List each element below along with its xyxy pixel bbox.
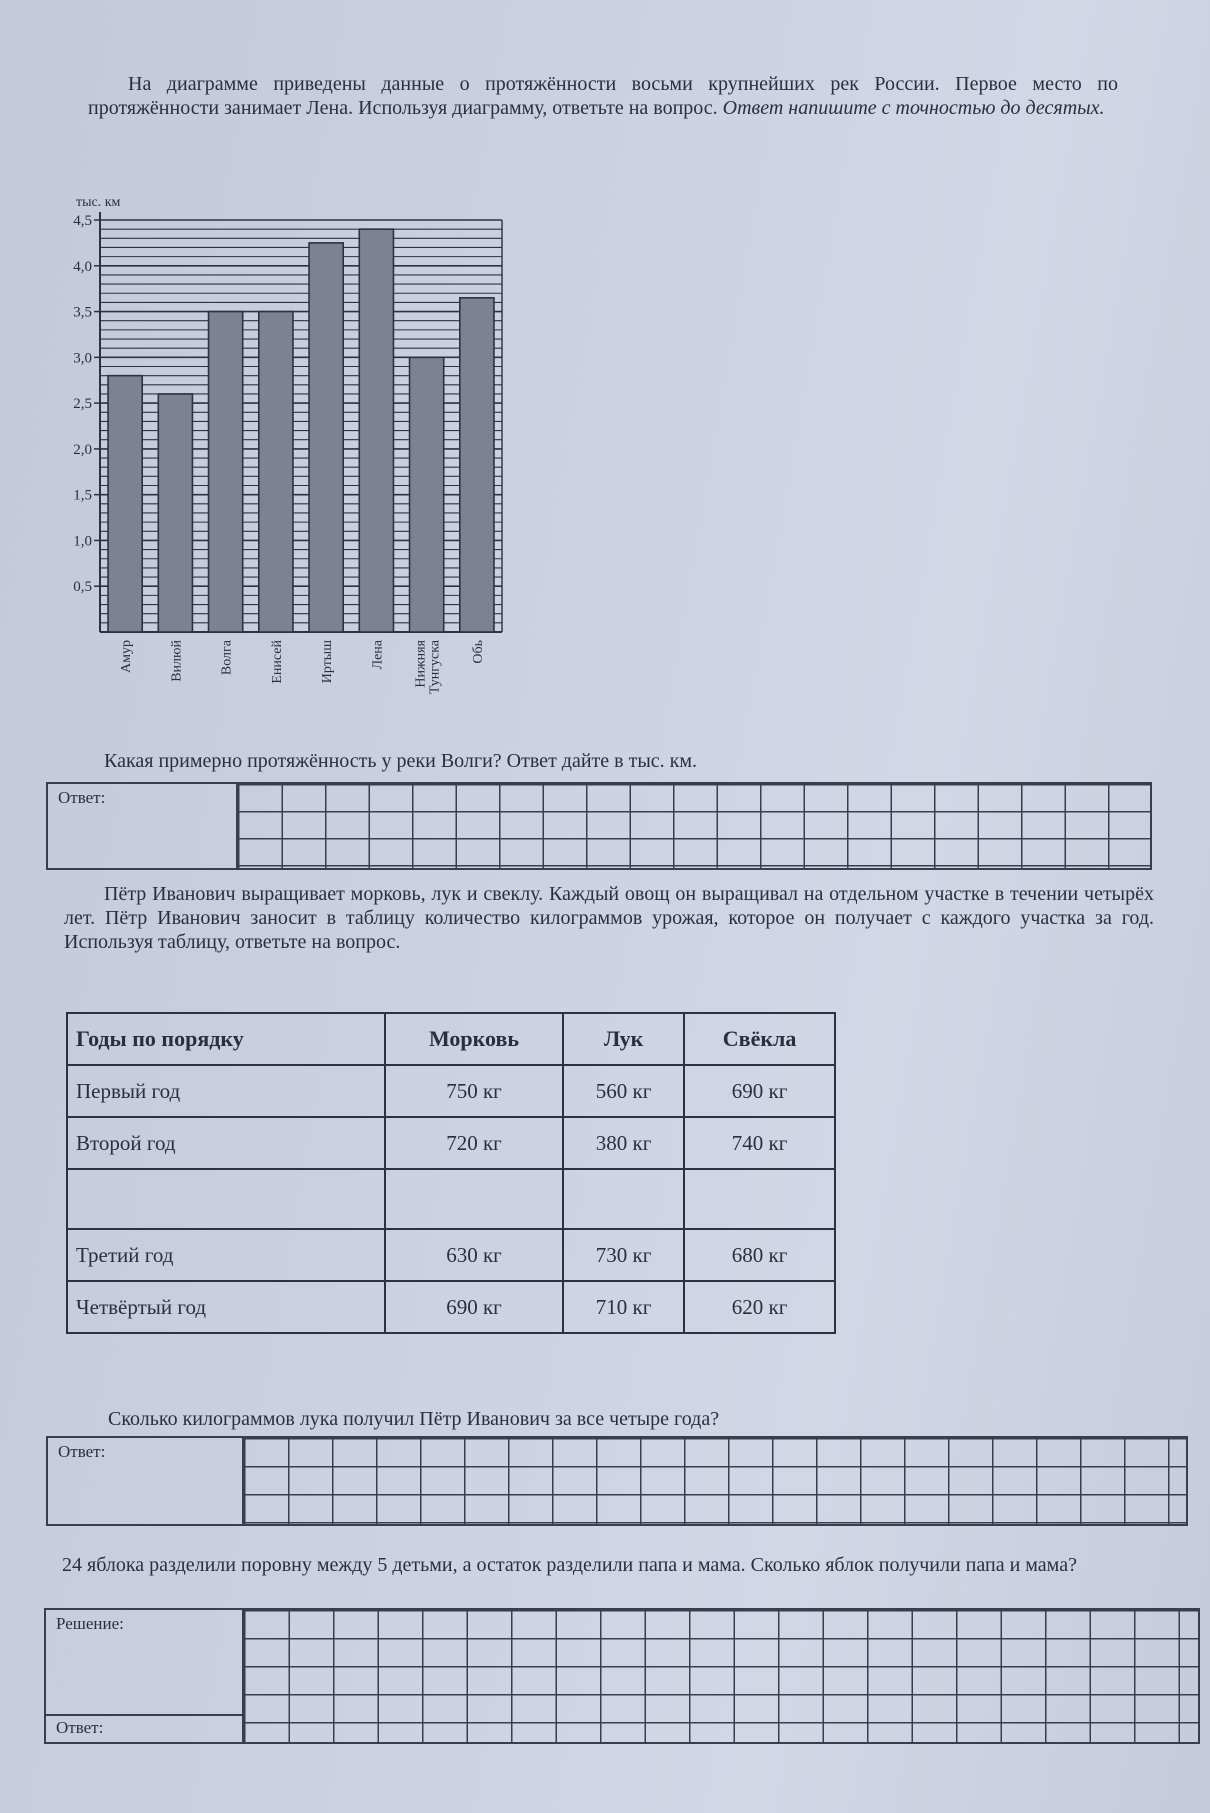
- task1-intro: [88, 72, 1118, 120]
- task2-answer-box[interactable]: [46, 1436, 1188, 1526]
- divider: [46, 1714, 242, 1716]
- bar-8: [460, 298, 494, 632]
- task3-question: 24 яблока разделили поровну между 5 детьми, а остаток разделили папа и мама. Сколько яблок получили папа и мама?: [62, 1554, 1077, 1576]
- cell-beet: [684, 1169, 835, 1229]
- answer-grid[interactable]: [236, 784, 1150, 868]
- bar-1: [108, 376, 142, 632]
- category-label: Волга: [219, 640, 235, 676]
- table-row: [67, 1117, 835, 1169]
- row-label: Четвёртый год: [67, 1281, 385, 1333]
- category-label: Обь: [470, 640, 486, 664]
- task1-answer-box[interactable]: [46, 782, 1152, 870]
- answer-grid[interactable]: [242, 1438, 1186, 1524]
- bar-3: [209, 312, 243, 632]
- cell-carrot: 690 кг: [385, 1281, 563, 1333]
- answer-label: Ответ:: [58, 788, 106, 807]
- bar-7: [410, 357, 444, 632]
- cell-carrot: 630 кг: [385, 1229, 563, 1281]
- header-carrot: Морковь: [385, 1013, 563, 1065]
- river-length-chart: [40, 186, 510, 726]
- row-label: Третий год: [67, 1229, 385, 1281]
- category-label: Лена: [370, 640, 386, 670]
- row-label: [67, 1169, 385, 1229]
- cell-beet: 740 кг: [684, 1117, 835, 1169]
- category-label: Нижняя: [413, 640, 429, 688]
- y-tick-label: 4,5: [73, 213, 92, 229]
- table-header-row: [67, 1013, 835, 1065]
- bar-2: [158, 394, 192, 632]
- category-label: Амур: [119, 640, 135, 673]
- task3-solution-box[interactable]: [44, 1608, 1200, 1744]
- task2-question: Сколько килограммов лука получил Пётр Иванович за все четыре года?: [108, 1408, 720, 1430]
- header-beet: Свёкла: [684, 1013, 835, 1065]
- cell-onion: [563, 1169, 684, 1229]
- y-tick-label: 1,5: [73, 487, 92, 504]
- task1-instruction: Ответ напишите с точностью до десятых.: [722, 97, 1105, 119]
- answer-label: Ответ:: [56, 1718, 104, 1737]
- row-label: Второй год: [67, 1117, 385, 1169]
- harvest-table: [66, 1012, 836, 1334]
- y-tick-label: 2,5: [73, 396, 92, 413]
- y-tick-label: 3,5: [73, 304, 92, 321]
- y-tick-label: 1,0: [73, 533, 92, 550]
- header-years: Годы по порядку: [67, 1013, 385, 1065]
- cell-carrot: 720 кг: [385, 1117, 563, 1169]
- cell-beet: 690 кг: [684, 1065, 835, 1117]
- chart-categories: [119, 639, 486, 694]
- y-tick-label: 4,0: [73, 258, 92, 275]
- cell-onion: 710 кг: [563, 1281, 684, 1333]
- answer-label: Ответ:: [58, 1442, 106, 1461]
- cell-onion: 730 кг: [563, 1229, 684, 1281]
- row-label: Первый год: [67, 1065, 385, 1117]
- bar-4: [259, 312, 293, 632]
- category-label: Тунгуска: [427, 640, 443, 695]
- category-label: Вилюй: [169, 640, 185, 682]
- cell-onion: 560 кг: [563, 1065, 684, 1117]
- task1-text: На диаграмме приведены данные о протяжённости восьми крупнейших рек России. Первое место по протяжённости занимает Лена. Используя диаграмму, ответьте на вопрос.: [88, 73, 1118, 119]
- solution-grid[interactable]: [242, 1610, 1198, 1742]
- task2-text: Пётр Иванович выращивает морковь, лук и свеклу. Каждый овощ он выращивал на отдельном участке в течении четырёх лет. Пётр Иванович заносит в таблицу количество килограммов урожая, которое он получает с каждого участка за год. Используя таблицу, ответьте на вопрос.: [64, 883, 1154, 953]
- bar-5: [309, 243, 343, 632]
- table-row: [67, 1065, 835, 1117]
- solution-label: Решение:: [56, 1614, 124, 1633]
- cell-beet: 620 кг: [684, 1281, 835, 1333]
- category-label: Енисей: [269, 640, 285, 684]
- y-axis-label: тыс. км: [76, 195, 121, 210]
- task2-intro: [64, 882, 1154, 954]
- category-label: Иртыш: [320, 640, 336, 684]
- table-row-empty: [67, 1169, 835, 1229]
- y-tick-label: 3,0: [73, 350, 92, 367]
- task1-question: Какая примерно протяжённость у реки Волги? Ответ дайте в тыс. км.: [104, 750, 698, 772]
- cell-carrot: [385, 1169, 563, 1229]
- cell-carrot: 750 кг: [385, 1065, 563, 1117]
- y-tick-label: 2,0: [73, 441, 92, 458]
- chart-y-ticks: [73, 213, 100, 595]
- y-tick-label: 0,5: [73, 579, 92, 596]
- table-row: [67, 1229, 835, 1281]
- table-row: [67, 1281, 835, 1333]
- cell-beet: 680 кг: [684, 1229, 835, 1281]
- bar-6: [359, 229, 393, 632]
- header-onion: Лук: [563, 1013, 684, 1065]
- cell-onion: 380 кг: [563, 1117, 684, 1169]
